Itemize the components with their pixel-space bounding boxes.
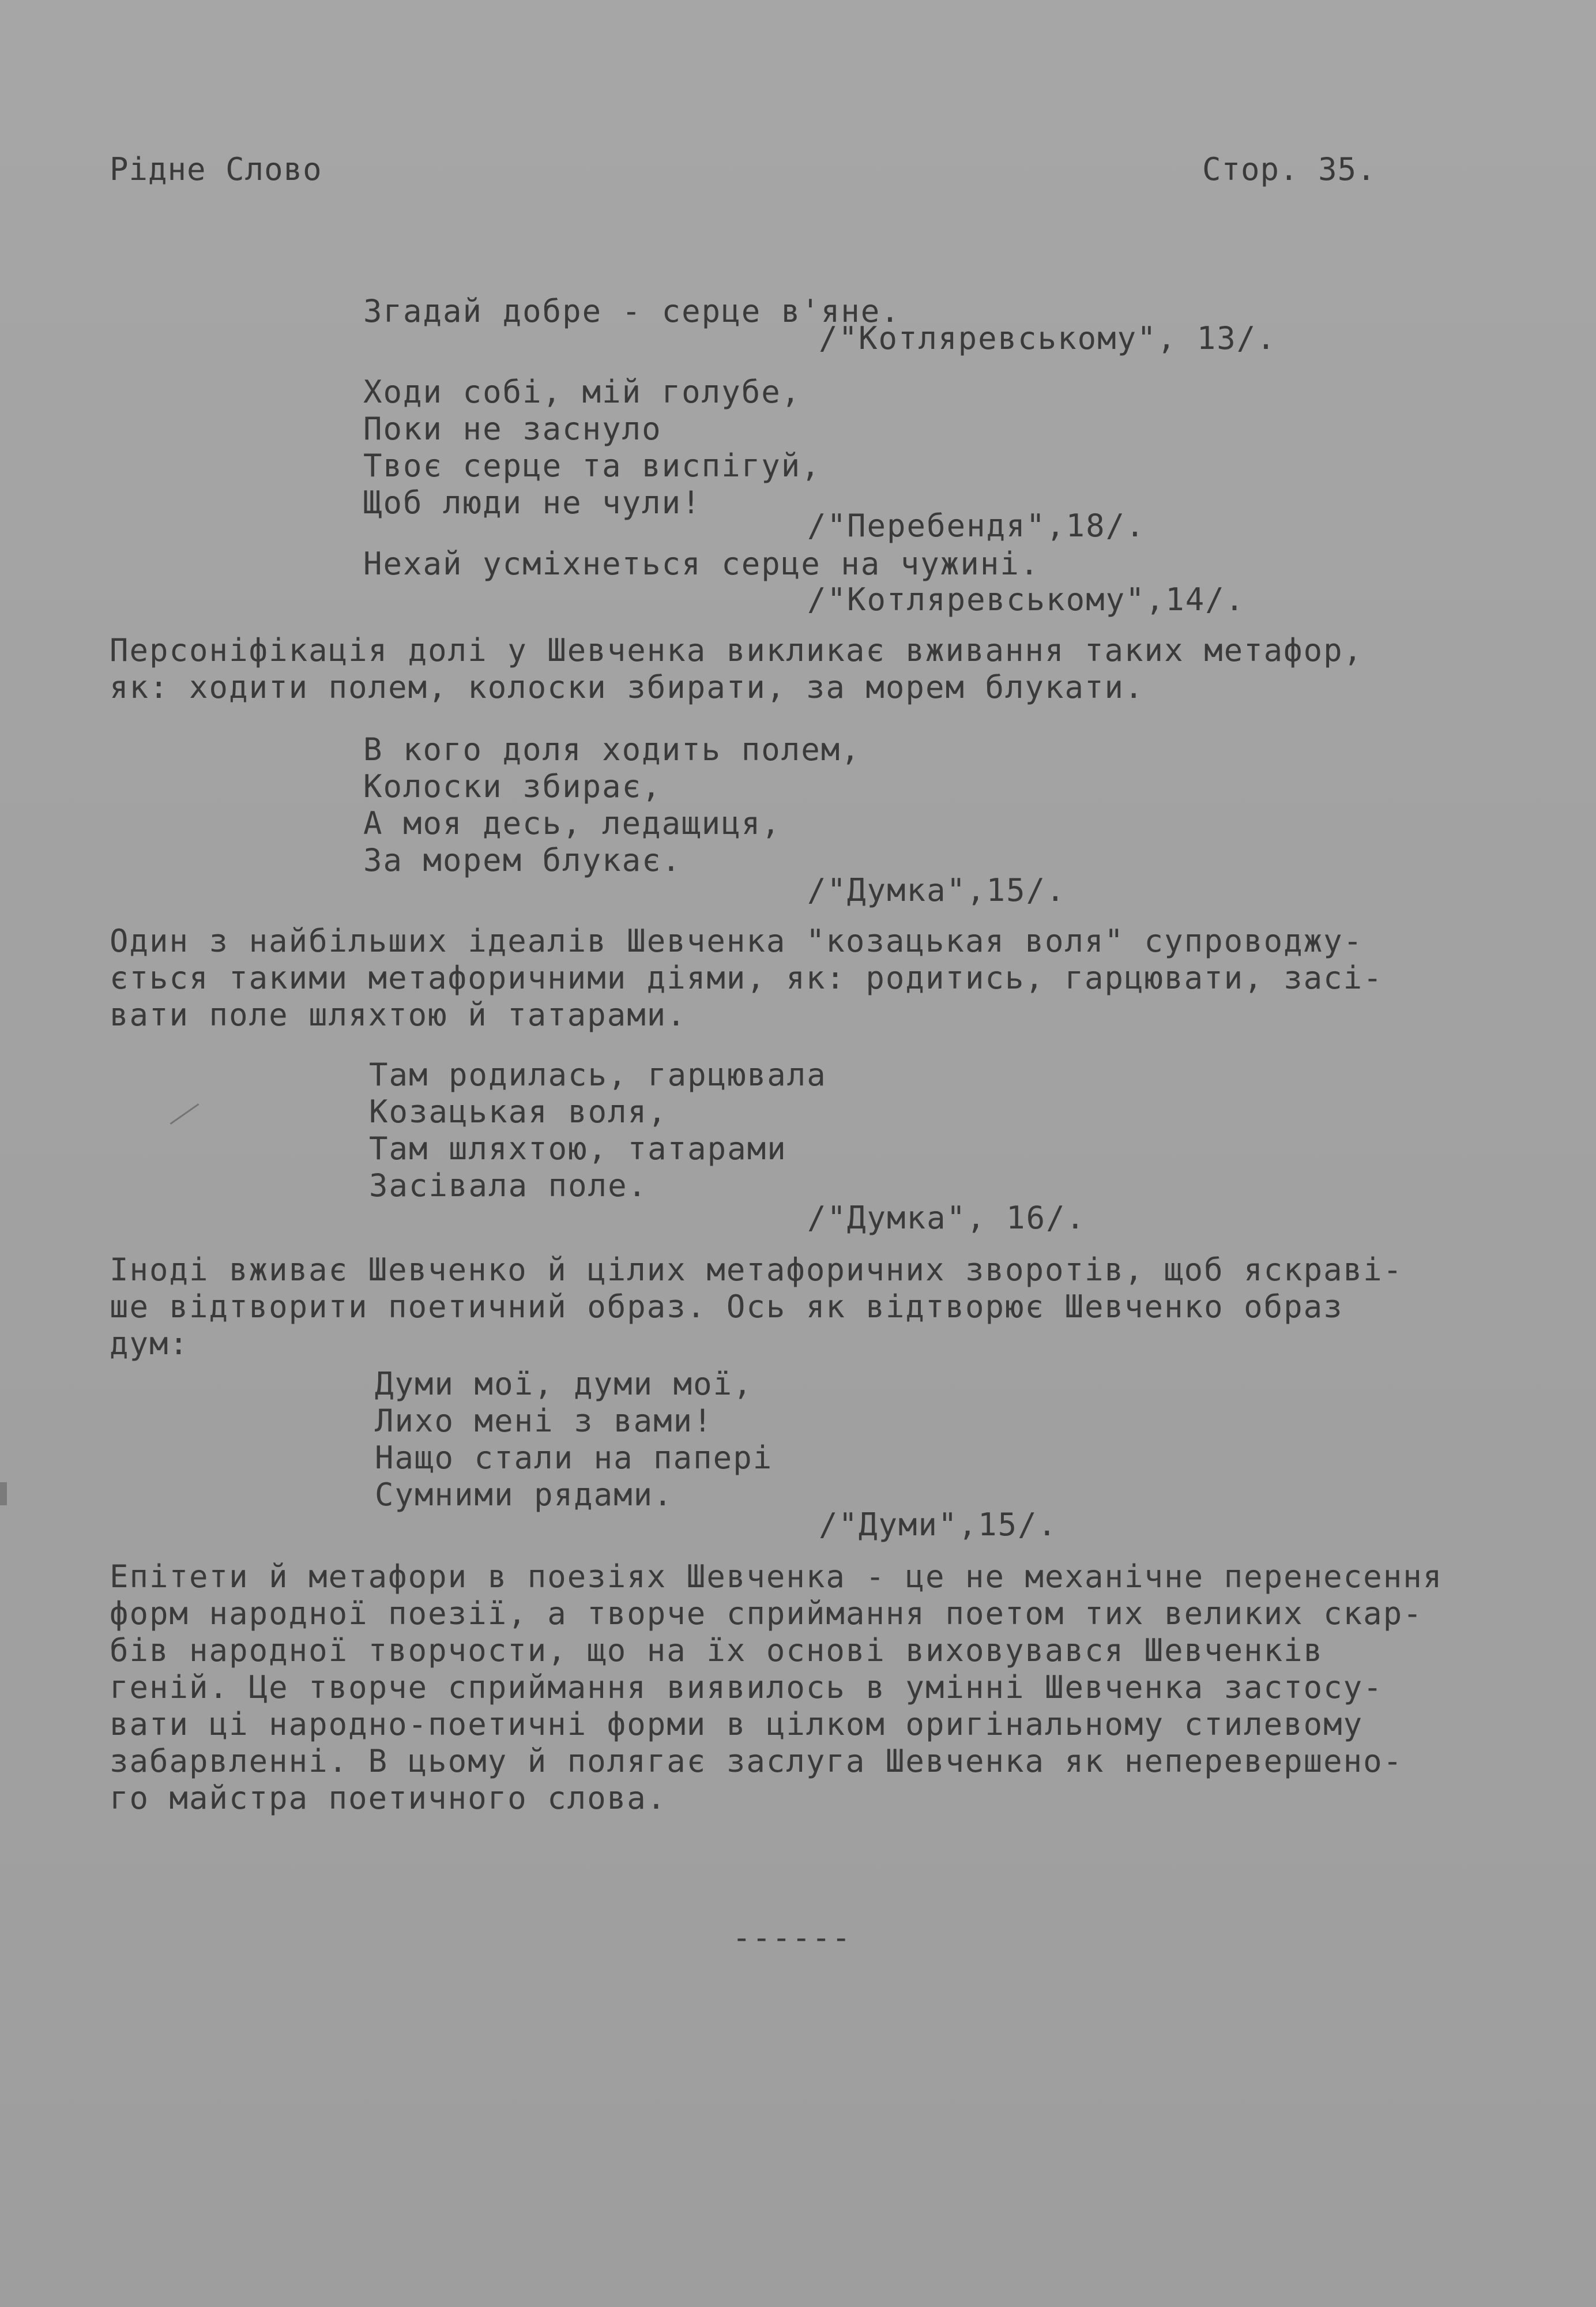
citation: /"Котляревському", 13/.: [819, 320, 1277, 356]
end-separator: ------: [732, 1919, 852, 1956]
citation: /"Перебендя",18/.: [807, 508, 1146, 544]
citation: /"Котляревському",14/.: [807, 581, 1245, 618]
page-number: Стор. 35.: [1202, 151, 1376, 187]
paragraph-line: бів народної творчости, що на їх основі виховувався Шевченків: [110, 1632, 1324, 1669]
citation: /"Думи",15/.: [819, 1506, 1058, 1543]
running-title: Рідне Слово: [110, 151, 322, 187]
verse-line: Там родилась, гарцювала: [369, 1057, 827, 1093]
paragraph-line: вати поле шляхтою й татарами.: [110, 997, 687, 1033]
verse-line: Ходи собі, мій голубе,: [363, 374, 801, 410]
verse-line: За морем блукає.: [363, 842, 682, 878]
verse-line: Засівала поле.: [369, 1167, 648, 1204]
paragraph-line: Епітети й метафори в поезіях Шевченка - це не механічне перенесення: [110, 1558, 1443, 1595]
paragraph-line: дум:: [110, 1325, 190, 1362]
paragraph-line: забарвленні. В цьому й полягає заслуга Шевченка як неперевершено-: [110, 1743, 1403, 1779]
paper-stain: [0, 1482, 7, 1505]
verse-line: В кого доля ходить полем,: [363, 731, 861, 768]
verse-line: Там шляхтою, татарами: [369, 1130, 787, 1167]
verse-line: Нехай усміхнеться серце на чужині.: [363, 546, 1040, 582]
paragraph-line: як: ходити полем, колоски збирати, за морем блукати.: [110, 669, 1145, 705]
paragraph-line: форм народної поезії, а творче сприймання поетом тих великих скар-: [110, 1595, 1423, 1632]
verse-line: Колоски збирає,: [363, 768, 662, 805]
citation: /"Думка",15/.: [807, 872, 1066, 908]
verse-line: Поки не заснуло: [363, 411, 662, 447]
paragraph-line: вати ці народно-поетичні форми в цілком оригінальному стилевому: [110, 1706, 1364, 1742]
verse-line: Козацькая воля,: [369, 1094, 668, 1130]
paragraph-line: Персоніфікація долі у Шевченка викликає вживання таких метафор,: [110, 632, 1364, 668]
paragraph-line: геній. Це творче сприймання виявилось в умінні Шевченка застосу-: [110, 1669, 1383, 1705]
paragraph-line: го майстра поетичного слова.: [110, 1780, 667, 1816]
verse-line: Нащо стали на папері: [375, 1440, 773, 1476]
verse-line: Сумними рядами.: [375, 1476, 673, 1513]
citation: /"Думка", 16/.: [807, 1200, 1086, 1236]
verse-line: Згадай добре - серце в'яне.: [363, 293, 901, 329]
verse-line: Щоб люди не чули!: [363, 484, 702, 521]
paragraph-line: Один з найбільших ідеалів Шевченка "козацькая воля" супроводжу-: [110, 923, 1364, 959]
verse-line: Твоє серце та виспігуй,: [363, 448, 821, 484]
paragraph-line: ється такими метафоричними діями, як: родитись, гарцювати, засі-: [110, 960, 1383, 996]
verse-line: Думи мої, думи мої,: [375, 1366, 753, 1402]
paragraph-line: Іноді вживає Шевченко й цілих метафоричних зворотів, щоб яскраві-: [110, 1252, 1403, 1288]
pencil-mark: [170, 1103, 200, 1125]
paragraph-line: ше відтворити поетичний образ. Ось як відтворює Шевченко образ: [110, 1288, 1343, 1325]
verse-line: Лихо мені з вами!: [375, 1403, 713, 1439]
verse-line: А моя десь, ледащиця,: [363, 805, 781, 841]
